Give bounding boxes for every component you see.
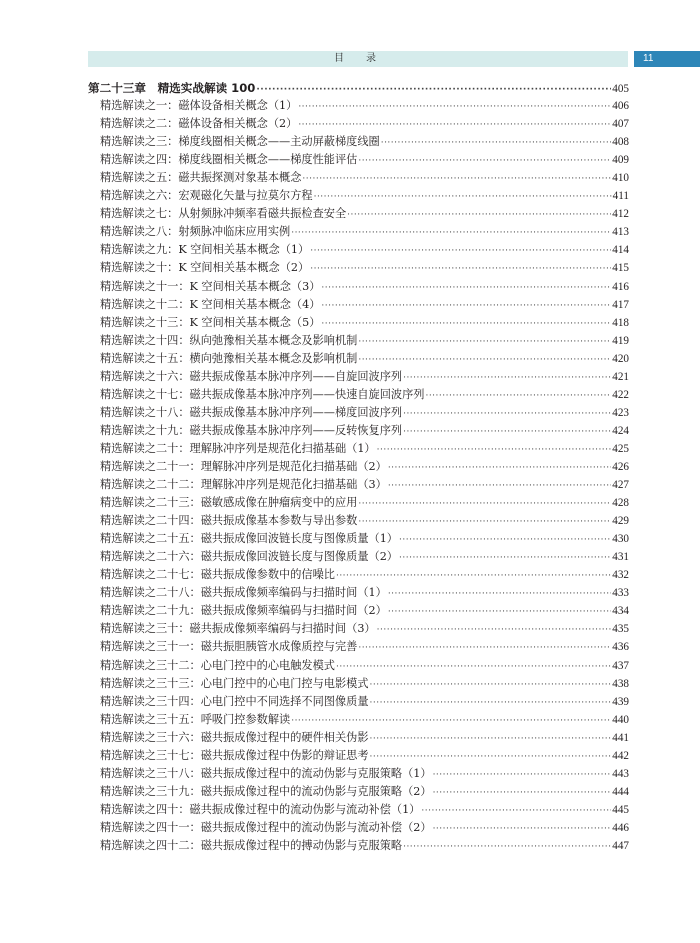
toc-entry-label: 精选解读之五：磁共振探测对象基本概念: [100, 171, 302, 185]
chapter-title: 第二十三章 精选实战解读 100: [88, 81, 256, 95]
toc-entry-label: 精选解读之四十一：磁共振成像过程中的流动伪影与流动补偿（2）: [100, 820, 432, 834]
toc-entry-row[interactable]: [88, 476, 629, 494]
toc-entry-page-number: 409: [612, 154, 629, 167]
toc-entry-label: 精选解读之一：磁体设备相关概念（1）: [100, 99, 298, 113]
toc-entry-row[interactable]: [88, 97, 629, 115]
toc-entry-row[interactable]: [88, 675, 629, 693]
toc-entry-row[interactable]: [88, 693, 629, 711]
toc-entry-row[interactable]: [88, 801, 629, 819]
toc-entry-page-number: 433: [612, 587, 629, 600]
toc-entry-label: 精选解读之三十二：心电门控中的心电触发模式: [100, 658, 335, 672]
toc-entry-row[interactable]: [88, 783, 629, 801]
toc-entry-page-number: 419: [612, 334, 629, 347]
toc-entry-label: 精选解读之十六：磁共振成像基本脉冲序列——自旋回波序列: [100, 369, 403, 383]
toc-entry-page-number: 412: [612, 208, 629, 221]
toc-entry-label: 精选解读之六：宏观磁化矢量与拉莫尔方程: [100, 189, 313, 203]
toc-entry-page-number: 440: [612, 713, 629, 726]
toc-entry-row[interactable]: [88, 386, 629, 404]
toc-entry-page-number: 446: [612, 821, 629, 834]
toc-entry-page-number: 428: [612, 497, 629, 510]
toc-entry-page-number: 429: [612, 515, 629, 528]
toc-entry-page-number: 426: [612, 460, 629, 473]
leader-dots: [291, 224, 611, 242]
leader-dots: [403, 838, 611, 856]
toc-entry-page-number: 438: [612, 677, 629, 690]
toc-entry-page-number: 414: [612, 244, 629, 257]
toc-entry-page-number: 407: [612, 118, 629, 131]
toc-entry-row[interactable]: [88, 657, 629, 675]
toc-entry-row[interactable]: [88, 223, 629, 241]
toc-entry-label: 精选解读之三十一：磁共振胆胰管水成像质控与完善: [100, 640, 358, 654]
leader-dots: [370, 694, 612, 712]
toc-entry-label: 精选解读之二十三：磁敏感成像在肿瘤病变中的应用: [100, 496, 358, 510]
toc-entry-row[interactable]: [88, 765, 629, 783]
table-of-contents: [88, 79, 629, 855]
toc-entry-page-number: 437: [612, 659, 629, 672]
toc-entry-page-number: 415: [612, 262, 629, 275]
toc-entry-row[interactable]: [88, 584, 629, 602]
toc-entry-page-number: 418: [612, 316, 629, 329]
leader-dots: [321, 279, 611, 297]
toc-entry-label: 精选解读之八：射频脉冲临床应用实例: [100, 225, 291, 239]
leader-dots: [336, 567, 611, 585]
toc-entry-page-number: 410: [612, 172, 629, 185]
chapter-page-number: 405: [612, 83, 629, 95]
leader-dots: [381, 134, 612, 152]
toc-entry-row[interactable]: [88, 602, 629, 620]
toc-entry-page-number: 423: [612, 406, 629, 419]
leader-dots: [358, 495, 611, 513]
leader-dots: [298, 116, 611, 134]
leader-dots: [388, 459, 611, 477]
toc-entry-page-number: 420: [612, 352, 629, 365]
toc-entry-label: 精选解读之四十二：磁共振成像过程中的搏动伪影与克服策略: [100, 838, 403, 852]
leader-dots: [388, 477, 611, 495]
toc-entry-row[interactable]: [88, 837, 629, 855]
toc-entry-row[interactable]: [88, 296, 629, 314]
leader-dots: [433, 766, 612, 784]
leader-dots: [358, 639, 611, 657]
toc-entry-label: 精选解读之十一：K 空间相关基本概念（3）: [100, 279, 321, 293]
toc-entry-label: 精选解读之十八：磁共振成像基本脉冲序列——梯度回波序列: [100, 405, 403, 419]
toc-entry-page-number: 444: [612, 785, 629, 798]
toc-entry-row[interactable]: [88, 566, 629, 584]
leader-dots: [399, 531, 611, 549]
leader-dots: [370, 748, 612, 766]
toc-entry-row[interactable]: [88, 747, 629, 765]
leader-dots: [370, 730, 612, 748]
toc-entry-page-number: 443: [612, 767, 629, 780]
leader-dots: [403, 405, 611, 423]
toc-entry-label: 精选解读之二十六：磁共振成像回波链长度与图像质量（2）: [100, 550, 398, 564]
toc-entry-row[interactable]: [88, 259, 629, 277]
toc-entry-label: 精选解读之二十九：磁共振成像频率编码与扫描时间（2）: [100, 604, 387, 618]
toc-entry-row[interactable]: [88, 169, 629, 187]
leader-dots: [321, 315, 611, 333]
toc-entry-label: 精选解读之十三：K 空间相关基本概念（5）: [100, 315, 321, 329]
toc-entry-row[interactable]: [88, 404, 629, 422]
toc-entry-row[interactable]: [88, 440, 629, 458]
toc-entry-label: 精选解读之三十八：磁共振成像过程中的流动伪影与克服策略（1）: [100, 766, 432, 780]
toc-entry-row[interactable]: [88, 494, 629, 512]
leader-dots: [433, 820, 612, 838]
toc-entry-row[interactable]: [88, 729, 629, 747]
toc-entry-label: 精选解读之九：K 空间相关基本概念（1）: [100, 243, 310, 257]
leader-dots: [370, 676, 612, 694]
leader-dots: [403, 423, 611, 441]
toc-entry-label: 精选解读之二十：理解脉冲序列是规范化扫描基础（1）: [100, 441, 376, 455]
toc-entry-page-number: 421: [612, 370, 629, 383]
toc-entry-row[interactable]: [88, 314, 629, 332]
toc-entry-label: 精选解读之三十五：呼吸门控参数解读: [100, 712, 291, 726]
toc-entry-page-number: 425: [612, 442, 629, 455]
toc-entry-label: 精选解读之四：梯度线圈相关概念——梯度性能评估: [100, 153, 358, 167]
leader-dots: [256, 81, 611, 99]
page-number: 11: [643, 53, 654, 64]
leader-dots: [291, 712, 611, 730]
toc-entry-page-number: 441: [612, 731, 629, 744]
toc-entry-row[interactable]: [88, 458, 629, 476]
toc-entry-label: 精选解读之三十七：磁共振成像过程中伪影的辩证思考: [100, 748, 369, 762]
toc-entry-label: 精选解读之十二：K 空间相关基本概念（4）: [100, 297, 321, 311]
toc-entry-row[interactable]: [88, 350, 629, 368]
toc-entry-label: 精选解读之二十四：磁共振成像基本参数与导出参数: [100, 514, 358, 528]
toc-entry-label: 精选解读之三十四：心电门控中不同选择不同图像质量: [100, 694, 369, 708]
toc-entry-page-number: 430: [612, 533, 629, 546]
leader-dots: [388, 585, 611, 603]
leader-dots: [403, 369, 611, 387]
leader-dots: [358, 333, 611, 351]
toc-entry-page-number: 427: [612, 479, 629, 492]
leader-dots: [358, 351, 611, 369]
toc-entry-row[interactable]: [88, 530, 629, 548]
leader-dots: [336, 658, 611, 676]
toc-entry-label: 精选解读之二十一：理解脉冲序列是规范化扫描基础（2）: [100, 459, 387, 473]
leader-dots: [314, 188, 612, 206]
toc-entry-page-number: 445: [612, 803, 629, 816]
toc-entry-label: 精选解读之三十六：磁共振成像过程中的硬件相关伪影: [100, 730, 369, 744]
leader-dots: [298, 98, 611, 116]
toc-entry-page-number: 432: [612, 569, 629, 582]
toc-entry-page-number: 422: [612, 388, 629, 401]
toc-entry-label: 精选解读之十五：横向弛豫相关基本概念及影响机制: [100, 351, 358, 365]
leader-dots: [388, 603, 611, 621]
page-title: 目 录: [334, 53, 382, 64]
toc-entry-label: 精选解读之二十八：磁共振成像频率编码与扫描时间（1）: [100, 586, 387, 600]
toc-entry-page-number: 434: [612, 605, 629, 618]
toc-entry-row[interactable]: [88, 133, 629, 151]
leader-dots: [433, 784, 612, 802]
toc-entry-row[interactable]: [88, 819, 629, 837]
toc-entry-page-number: 424: [612, 424, 629, 437]
toc-entry-page-number: 439: [612, 695, 629, 708]
toc-entry-page-number: 431: [612, 551, 629, 564]
toc-entry-page-number: 406: [612, 100, 629, 113]
toc-entry-page-number: 416: [612, 280, 629, 293]
toc-entry-page-number: 408: [612, 136, 629, 149]
leader-dots: [377, 621, 612, 639]
toc-entry-row[interactable]: [88, 548, 629, 566]
leader-dots: [421, 802, 611, 820]
toc-entry-label: 精选解读之十四：纵向弛豫相关基本概念及影响机制: [100, 333, 358, 347]
toc-entry-label: 精选解读之十七：磁共振成像基本脉冲序列——快速自旋回波序列: [100, 387, 425, 401]
toc-entry-page-number: 442: [612, 749, 629, 762]
toc-entry-row[interactable]: [88, 241, 629, 259]
toc-entry-row[interactable]: [88, 638, 629, 656]
toc-entry-page-number: 413: [612, 226, 629, 239]
leader-dots: [425, 387, 611, 405]
toc-entry-label: 精选解读之四十：磁共振成像过程中的流动伪影与流动补偿（1）: [100, 802, 421, 816]
leader-dots: [377, 441, 612, 459]
leader-dots: [310, 242, 611, 260]
toc-entry-row[interactable]: [88, 422, 629, 440]
toc-entry-label: 精选解读之七：从射频脉冲频率看磁共振检查安全: [100, 207, 347, 221]
toc-entry-row[interactable]: [88, 187, 629, 205]
toc-entry-page-number: 411: [612, 190, 629, 203]
toc-entry-row[interactable]: [88, 151, 629, 169]
toc-entry-label: 精选解读之二十二：理解脉冲序列是规范化扫描基础（3）: [100, 478, 387, 492]
toc-entry-page-number: 436: [612, 641, 629, 654]
toc-entry-row[interactable]: [88, 278, 629, 296]
toc-entry-page-number: 435: [612, 623, 629, 636]
toc-entry-label: 精选解读之三十三：心电门控中的心电门控与电影模式: [100, 676, 369, 690]
toc-entry-row[interactable]: [88, 620, 629, 638]
leader-dots: [321, 297, 611, 315]
toc-entry-row[interactable]: [88, 368, 629, 386]
toc-entry-row[interactable]: [88, 332, 629, 350]
leader-dots: [399, 549, 611, 567]
toc-entry-label: 精选解读之二十七：磁共振成像参数中的信噪比: [100, 568, 335, 582]
toc-entry-label: 精选解读之三十九：磁共振成像过程中的流动伪影与克服策略（2）: [100, 784, 432, 798]
toc-entry-label: 精选解读之三：梯度线圈相关概念——主动屏蔽梯度线圈: [100, 135, 380, 149]
toc-entry-page-number: 447: [612, 839, 629, 852]
leader-dots: [347, 206, 611, 224]
toc-entry-label: 精选解读之十：K 空间相关基本概念（2）: [100, 261, 310, 275]
leader-dots: [358, 152, 611, 170]
toc-entry-label: 精选解读之二：磁体设备相关概念（2）: [100, 117, 298, 131]
toc-entry-label: 精选解读之二十五：磁共振成像回波链长度与图像质量（1）: [100, 532, 398, 546]
toc-chapter-row[interactable]: [88, 79, 629, 97]
toc-entry-row[interactable]: [88, 205, 629, 223]
toc-entry-row[interactable]: [88, 711, 629, 729]
toc-entry-row[interactable]: [88, 512, 629, 530]
toc-entry-label: 精选解读之十九：磁共振成像基本脉冲序列——反转恢复序列: [100, 423, 403, 437]
toc-entry-row[interactable]: [88, 115, 629, 133]
leader-dots: [310, 260, 611, 278]
leader-dots: [302, 170, 611, 188]
toc-entry-label: 精选解读之三十：磁共振成像频率编码与扫描时间（3）: [100, 622, 376, 636]
leader-dots: [358, 513, 611, 531]
toc-entry-page-number: 417: [612, 298, 629, 311]
